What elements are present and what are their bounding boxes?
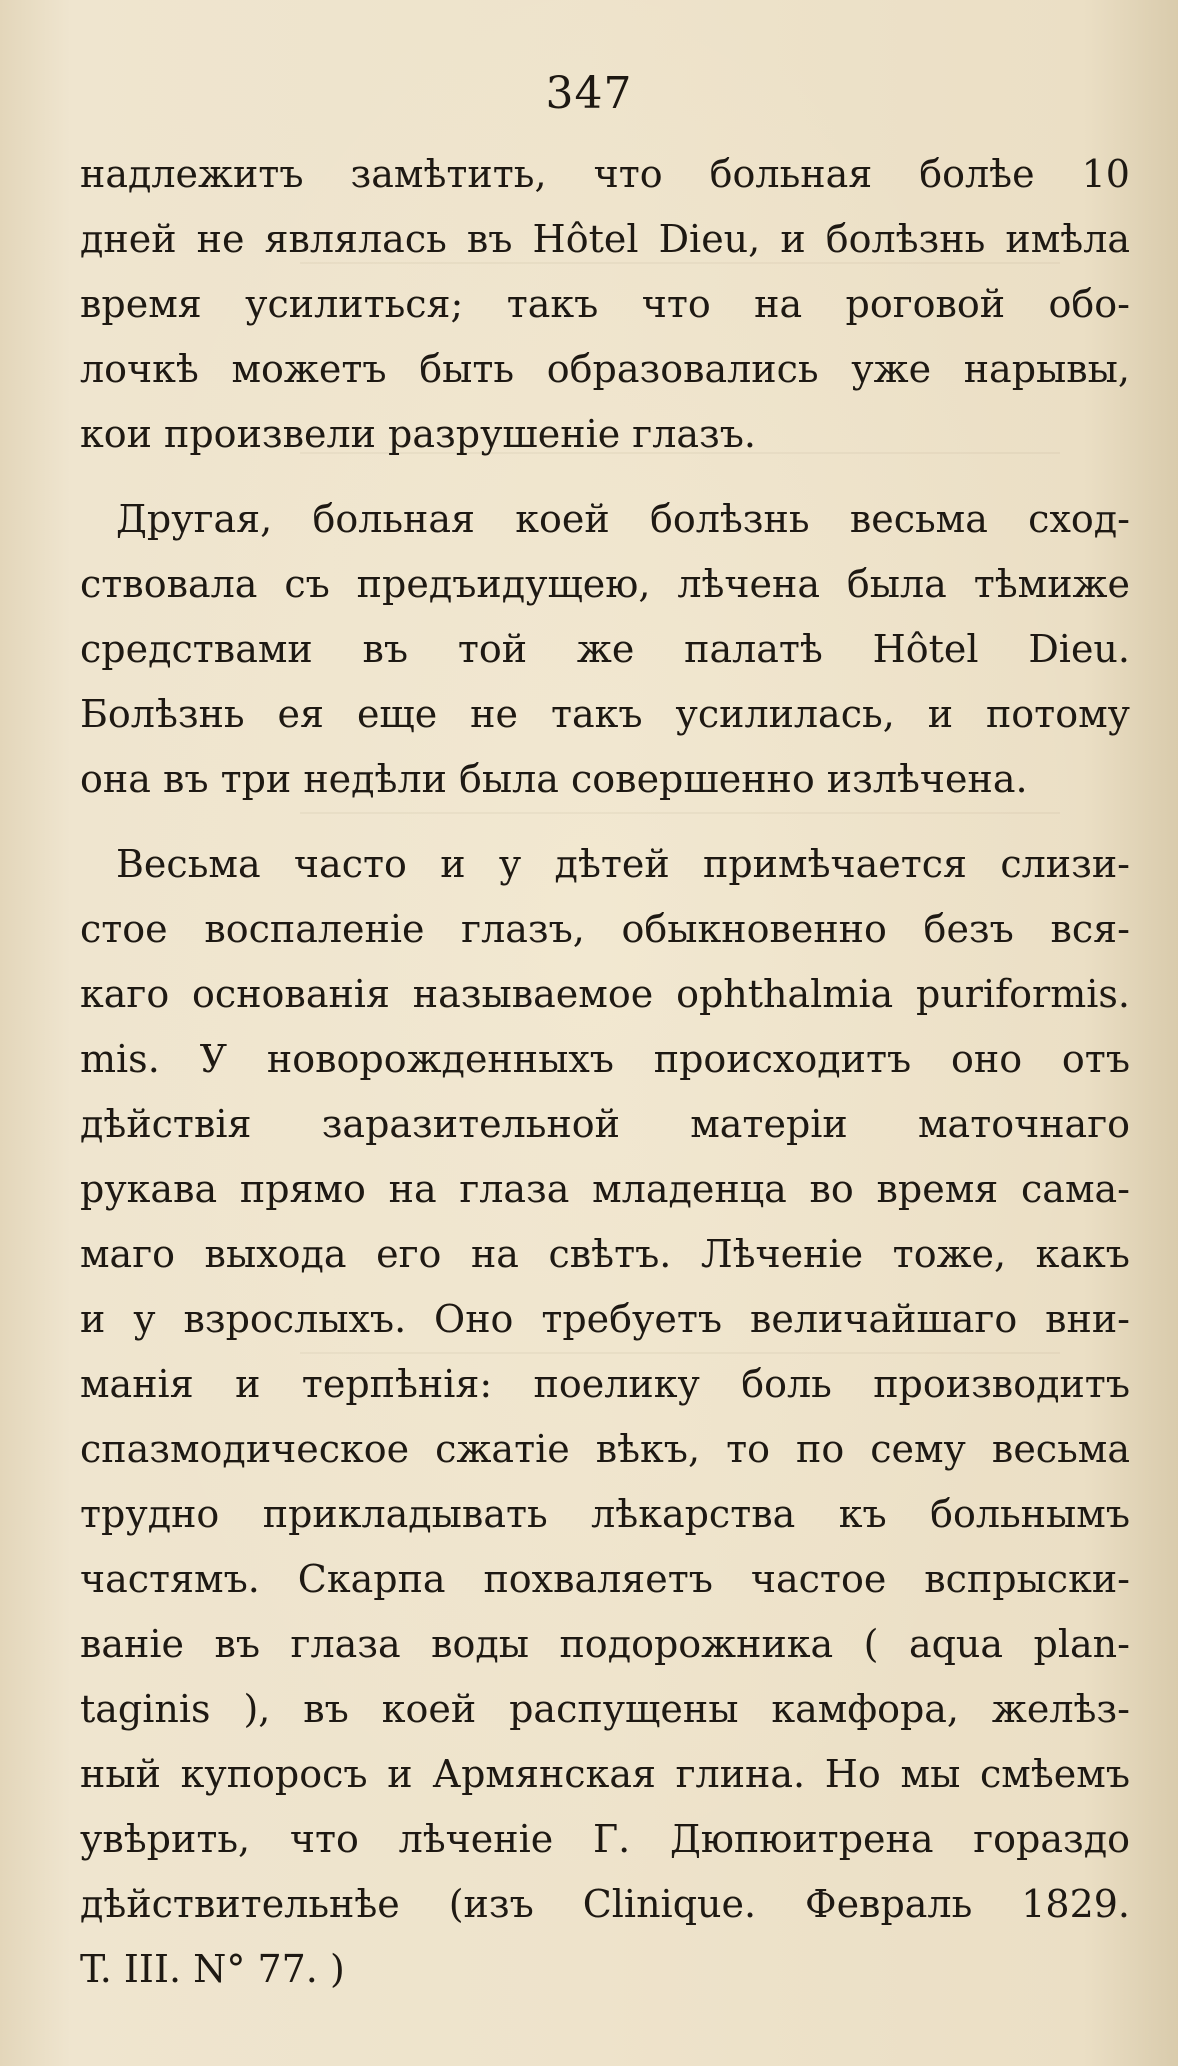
text-line: она въ три недѣли была совершенно излѣчена. <box>80 757 1028 801</box>
text-line: дѣйствительнѣе (изъ Clinique. Февраль 1829. <box>80 1882 1130 1926</box>
page-number: 347 <box>545 68 633 119</box>
text-line: кои произвели разрушеніе глазъ. <box>80 412 756 456</box>
text-line: маго выхода его на свѣтъ. Лѣченіе тоже, какъ <box>80 1232 1130 1276</box>
text-line: каго основанія называемое ophthalmia puriformis. <box>80 972 1130 1016</box>
text-line: надлежитъ замѣтить, что больная болѣе 10 <box>80 152 1130 196</box>
text-line: дѣйствія заразительной матеріи маточнаго <box>80 1102 1130 1146</box>
text-line: увѣрить, что лѣченіе Г. Дюпюитрена гораздо <box>80 1817 1130 1861</box>
paragraph <box>80 832 1130 2002</box>
text-line: ствовала съ предъидущею, лѣчена была тѣмиже <box>80 562 1130 606</box>
text-line: частямъ. Скарпа похваляетъ частое вспрыски- <box>80 1557 1130 1601</box>
text-line: и у взрослыхъ. Оно требуетъ величайшаго вни- <box>80 1297 1130 1341</box>
text-line: T. III. N° 77. ) <box>80 1947 345 1991</box>
text-line: mis. У новорожденныхъ происходитъ оно отъ <box>80 1037 1130 1081</box>
paragraph <box>80 142 1130 467</box>
text-line: ваніе въ глаза воды подорожника ( aqua plan- <box>80 1622 1130 1666</box>
text-line: Болѣзнь ея еще не такъ усилилась, и потому <box>80 692 1130 736</box>
text-line: рукава прямо на глаза младенца во время сама- <box>80 1167 1130 1211</box>
paragraph <box>80 487 1130 812</box>
body-text <box>80 142 1130 2002</box>
text-line: манія и терпѣнія: поелику боль производитъ <box>80 1362 1130 1406</box>
text-line: taginis ), въ коей распущены камфора, желѣз- <box>80 1687 1130 1731</box>
text-line: стое воспаленіе глазъ, обыкновенно безъ вся- <box>80 907 1130 951</box>
text-line: ный купоросъ и Армянская глина. Но мы смѣемъ <box>80 1752 1130 1796</box>
text-line: время усилиться; такъ что на роговой обо- <box>80 282 1130 326</box>
text-line: средствами въ той же палатѣ Hôtel Dieu. <box>80 627 1130 671</box>
text-line: Другая, больная коей болѣзнь весьма сход- <box>116 497 1130 541</box>
text-line: спазмодическое сжатіе вѣкъ, то по сему весьма <box>80 1427 1130 1471</box>
text-line: лочкѣ можетъ быть образовались уже нарывы, <box>80 347 1130 391</box>
text-line: дней не являлась въ Hôtel Dieu, и болѣзнь имѣла <box>80 217 1130 261</box>
text-line: Весьма часто и у дѣтей примѣчается слизи- <box>116 842 1130 886</box>
text-line: трудно прикладывать лѣкарства къ больнымъ <box>80 1492 1130 1536</box>
